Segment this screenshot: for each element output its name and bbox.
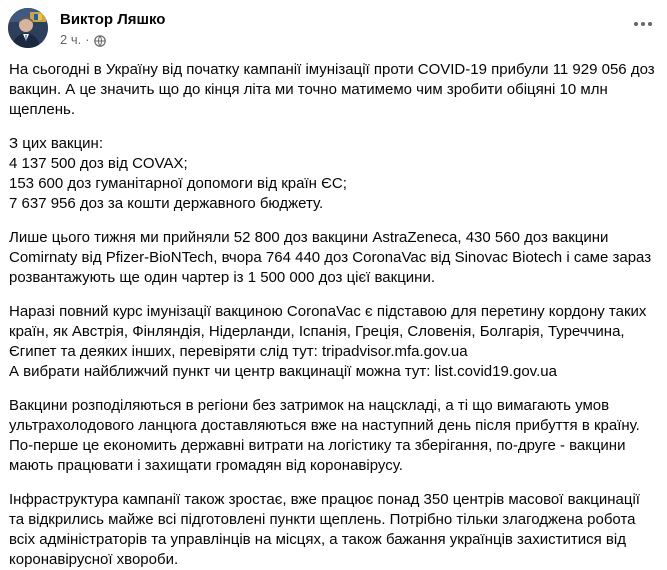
more-options-icon-dot xyxy=(648,22,652,26)
post-timestamp[interactable]: 2 ч. xyxy=(60,32,82,47)
more-options-icon xyxy=(634,22,638,26)
post-paragraph: Інфраструктура кампанії також зростає, вже працює понад 350 центрів масової вакцинації та відкрились майже всі підготовлені пункти щеплень. Потрібно тільки злагоджена робота всіх адміністраторів та управлінців на місцях, а також бажання українців захиститися від коронавірусної хвороби. xyxy=(9,491,640,568)
post-meta xyxy=(60,31,625,49)
post-body xyxy=(8,60,657,570)
post-paragraph: На сьогодні в Україну від початку кампанії імунізації проти COVID-19 прибули 11 929 056 доз вакцин. А це значить що до кінця літа ми точно матимемо чим зробити обіцяні 10 млн щеплень. xyxy=(9,61,655,118)
avatar[interactable] xyxy=(8,8,48,48)
post-header xyxy=(8,8,657,56)
more-options-button[interactable] xyxy=(625,6,661,42)
author-block xyxy=(60,10,625,49)
globe-icon xyxy=(94,34,106,46)
more-options-icon-dot xyxy=(641,22,645,26)
post-paragraph: З цих вакцин: 4 137 500 доз від COVAX; 153 600 доз гуманітарної допомоги від країн ЄС; 7 637 956 доз за кошти державного бюджету. xyxy=(9,135,347,212)
avatar-photo-icon xyxy=(8,8,48,48)
post-paragraph: Лише цього тижня ми прийняли 52 800 доз вакцини AstraZeneca, 430 560 доз вакцини Comirnaty від Pfizer-BioNTech, вчора 764 440 доз CoronaVac від Sinovac Biotech і саме зараз розвантажують ще один чартер із 1 500 000 доз цієї вакцини. xyxy=(9,229,652,286)
meta-separator: · xyxy=(85,32,90,47)
author-name[interactable]: Виктор Ляшко xyxy=(60,11,166,28)
post-paragraph: Вакцини розподіляються в регіони без затримок на нацскладі, а ті що вимагають умов ультрахолодового ланцюга доставляються вже на наступний день після прибуття в країну. По-перше це економить державні витрати на логістику та зберігання, по-друге - вакцини мають працювати і захищати громадян від коронавірусу. xyxy=(9,397,640,474)
post-paragraph: Наразі повний курс імунізації вакциною CoronaVac є підставою для перетину кордону таких країн, як Австрія, Фінляндія, Нідерланди, Іспанія, Греція, Словенія, Болгарія, Туреччина, Єгипет та деяких інших, перевіряти слід тут: tripadvisor.mfa.gov.ua А вибрати найближчий пункт чи центр вакцинації можна тут: list.covid19.gov.ua xyxy=(9,303,647,380)
